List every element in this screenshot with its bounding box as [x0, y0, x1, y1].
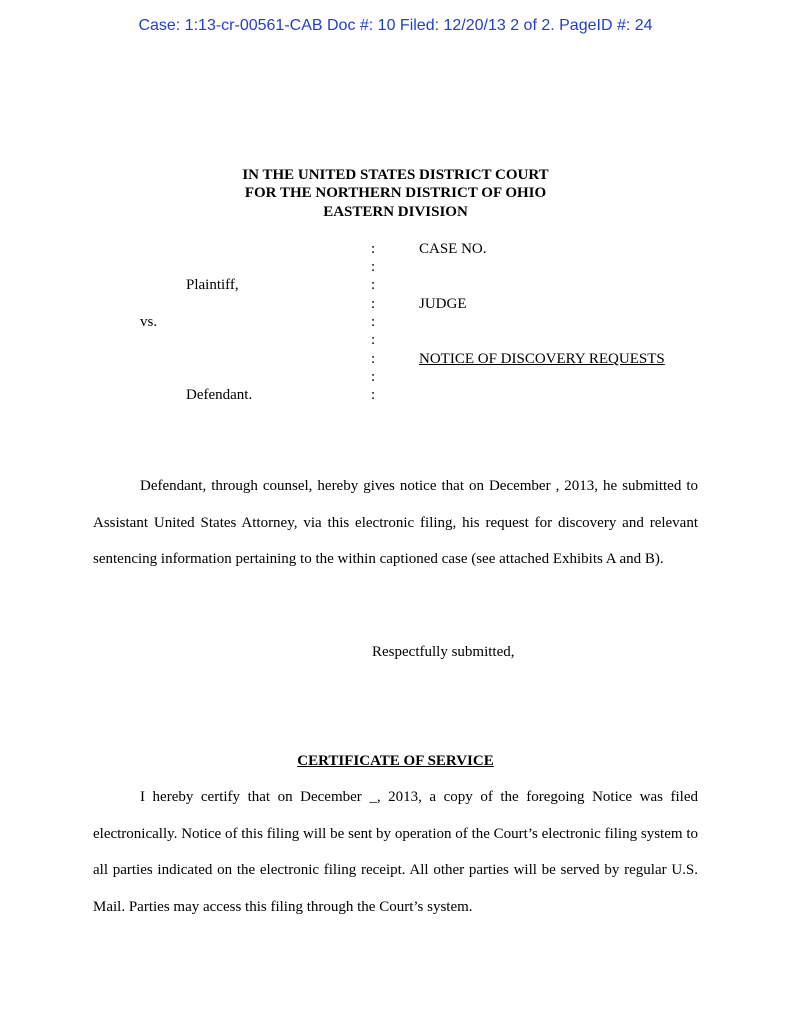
- caption-colon: :: [371, 314, 376, 330]
- caption-colon: :: [371, 241, 376, 257]
- certificate-paragraph: I hereby certify that on December _, 2013, a copy of the foregoing Notice was filed electronically. Notice of this filing will be sent by operation of the Court’s electronic filing system to all parties indicated on the electronic filing receipt. All other parties will be served by regular U.S. Mail. Parties may access this filing through the Court’s system.: [93, 789, 698, 915]
- court-division: EASTERN DIVISION: [323, 204, 468, 220]
- closing-line: Respectfully submitted,: [372, 644, 515, 660]
- filing-stamp: Case: 1:13-cr-00561-CAB Doc #: 10 Filed: 12/20/13 2 of 2. PageID #: 24: [138, 17, 653, 34]
- judge-label: JUDGE: [419, 296, 467, 312]
- notice-paragraph: Defendant, through counsel, hereby gives notice that on December , 2013, he submitted to Assistant United States Attorney, via this electronic filing, his request for discovery and relevant sentencing information pertaining to the within captioned case (see attached Exhibits A and B).: [93, 478, 698, 567]
- court-name-line-2: FOR THE NORTHERN DISTRICT OF OHIO: [244, 185, 547, 201]
- court-name-line-1: IN THE UNITED STATES DISTRICT COURT: [242, 167, 549, 183]
- vs-label: vs.: [140, 314, 158, 330]
- caption-colon: :: [371, 259, 376, 275]
- caption-colon: :: [371, 351, 376, 367]
- caption-colon: :: [371, 332, 376, 348]
- caption-colon: :: [371, 296, 376, 312]
- caption-colon: :: [371, 387, 376, 403]
- case-number-label: CASE NO.: [419, 241, 487, 257]
- plaintiff-label: Plaintiff,: [186, 277, 239, 293]
- caption-colon: :: [371, 369, 376, 385]
- defendant-label: Defendant.: [186, 387, 253, 403]
- certificate-heading: CERTIFICATE OF SERVICE: [297, 753, 494, 769]
- document-title: NOTICE OF DISCOVERY REQUESTS: [419, 351, 665, 367]
- caption-colon: :: [371, 277, 376, 293]
